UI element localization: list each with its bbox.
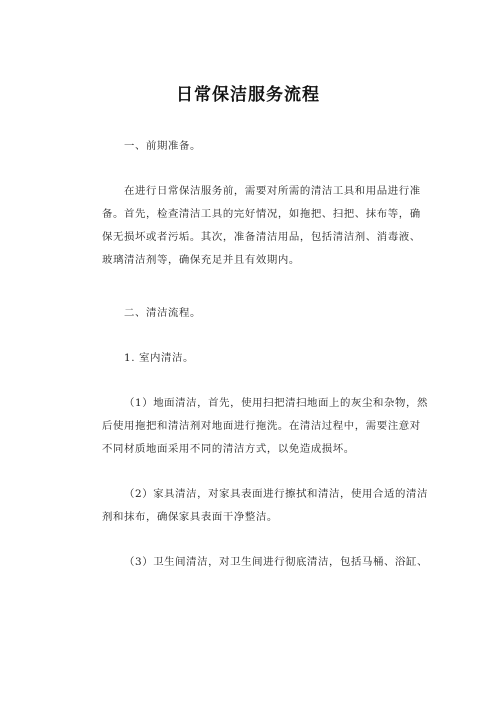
paragraph-preparation <box>102 180 432 272</box>
text-line: 在进行日常保洁服务前，需要对所需的清洁工具和用品进行准 <box>124 185 421 197</box>
text-line: 剂和抹布，确保家具表面干净整洁。 <box>102 511 278 523</box>
text-line: （3）卫生间清洁，对卫生间进行彻底清洁，包括马桶、浴缸、 <box>124 556 428 568</box>
text-line: （1）地面清洁，首先，使用扫把清扫地面上的灰尘和杂物，然 <box>124 397 428 409</box>
paragraph-furniture-cleaning <box>102 483 432 529</box>
section-heading-preparation <box>102 135 432 158</box>
text-line: 玻璃清洁剂等，确保充足并且有效期内。 <box>102 254 300 266</box>
text-line: 保无损坏或者污垢。其次，准备清洁用品，包括清洁剂、消毒液、 <box>102 231 421 243</box>
text-line: 备。首先，检查清洁工具的完好情况，如拖把、扫把、抹布等，确 <box>102 208 421 220</box>
section-heading-cleaning-process <box>102 302 432 325</box>
text-line: 二、清洁流程。 <box>124 307 201 319</box>
paragraph-floor-cleaning <box>102 392 432 461</box>
text-line: 1. 室内清洁。 <box>124 352 194 364</box>
text-line: 后使用拖把和清洁剂对地面进行拖洗。在清洁过程中，需要注意对 <box>102 420 421 432</box>
text-line: （2）家具清洁，对家具表面进行擦拭和清洁，使用合适的清洁 <box>124 488 428 500</box>
text-line: 不同材质地面采用不同的清洁方式，以免造成损坏。 <box>102 443 355 455</box>
text-line: 一、前期准备。 <box>124 140 201 152</box>
subsection-heading-indoor <box>102 347 432 370</box>
document-title: 日常保洁服务流程 <box>176 85 320 105</box>
paragraph-bathroom-cleaning <box>102 551 432 574</box>
